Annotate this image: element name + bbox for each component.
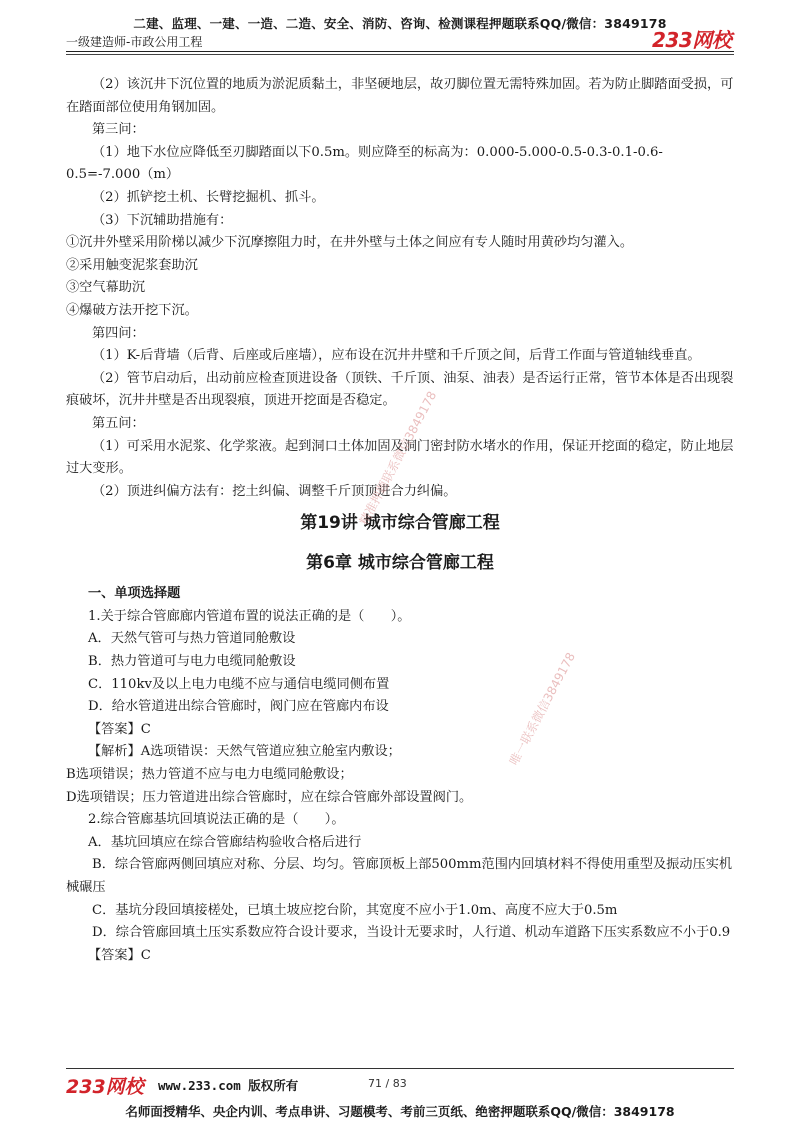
text-line: ③空气幕助沉: [66, 280, 146, 296]
text-line: 第四问：: [92, 325, 145, 341]
lecture-heading: 第19讲 城市综合管廊工程: [300, 513, 500, 534]
footer-logo: 233网校: [66, 1076, 144, 1098]
text-line: A．基坑回填应在综合管廊结构验收合格后进行: [88, 834, 362, 850]
text-line: 第三问：: [92, 122, 145, 138]
text-line: D选项错误；压力管道进出综合管廊时，应在综合管廊外部设置阀门。: [66, 789, 473, 805]
chapter-heading: 第6章 城市综合管廊工程: [306, 553, 494, 574]
text-line: （1）地下水位应降低至刃脚踏面以下0.5m。则应降至的标高为：0.000-5.000-0.5-0.3-0.1-0.6-0.5=-7.000（m）: [66, 144, 663, 183]
text-line: （2）抓铲挖土机、长臂挖掘机、抓斗。: [92, 189, 325, 205]
text-line: B．热力管道可与电力电缆同舱敷设: [88, 654, 296, 670]
text-line: 第五问：: [92, 415, 145, 431]
text-line: A．天然气管可与热力管道同舱敷设: [88, 631, 296, 647]
document-body: [66, 74, 734, 967]
text-line: B选项错误；热力管道不应与电力电缆同舱敷设；: [66, 767, 353, 783]
text-line: （2）顶进纠偏方法有：挖土纠偏、调整千斤顶顶进合力纠偏。: [92, 483, 457, 499]
text-line: 【答案】C: [88, 721, 151, 737]
text-line: 【解析】A选项错误：天然气管道应独立舱室内敷设；: [88, 744, 401, 760]
text-line: ②采用触变泥浆套助沉: [66, 257, 198, 273]
footer-copyright: www.233.com 版权所有: [158, 1078, 299, 1093]
header-contact-line: 二建、监理、一建、一造、二造、安全、消防、咨询、检测课程押题联系QQ/微信：3849178: [133, 16, 667, 31]
text-line: ④爆破方法开挖下沉。: [66, 302, 198, 318]
text-line: ①沉井外壁采用阶梯以减少下沉摩擦阻力时，在井外壁与土体之间应有专人随时用黄砂均匀灌入。: [66, 235, 634, 251]
text-line: B．综合管廊两侧回填应对称、分层、均匀。管廊顶板上部500mm范围内回填材料不得使用重型及振动压实机械碾压: [66, 857, 733, 895]
text-line: C．基坑分段回填接槎处，已填土坡应挖台阶，其宽度不应小于1.0m、高度不应大于0.5m: [92, 902, 618, 918]
text-line: （2）管节启动后，出动前应检查顶进设备（顶铁、千斤顶、油泵、油表）是否运行正常，管节本体是否出现裂痕破坏，沉井井壁是否出现裂痕，顶进开挖面是否稳定。: [66, 370, 734, 409]
text-line: （1）K-后背墙（后背、后座或后座墙），应布设在沉井井壁和千斤顶之间，后背工作面与管道轴线垂直。: [92, 348, 701, 364]
text-line: D．给水管道进出综合管廊时，阀门应在管廊内布设: [88, 699, 389, 715]
header-subtitle: 一级建造师-市政公用工程: [66, 35, 203, 49]
watermark-1: 精准押题联系微信3849178: [356, 388, 440, 528]
header-logo: 233网校: [652, 28, 732, 52]
header-divider-thin: [66, 54, 734, 55]
text-line: （3）下沉辅助措施有：: [92, 212, 233, 228]
text-line: 一、单项选择题: [88, 586, 181, 602]
footer-contact-line: 名师面授精华、央企内训、考点串讲、习题模考、考前三页纸、绝密押题联系QQ/微信：3849178: [125, 1104, 675, 1119]
text-line: （1）可采用水泥浆、化学浆液。起到洞口土体加固及洞门密封防水堵水的作用，保证开挖面的稳定，防止地层过大变形。: [66, 438, 734, 477]
text-line: （2）该沉井下沉位置的地质为淤泥质黏土，非坚硬地层，故刃脚位置无需特殊加固。若为防止脚踏面受损，可在踏面部位使用角钢加固。: [66, 77, 734, 115]
page-number: 71 / 83: [368, 1077, 407, 1090]
question-block: [66, 583, 734, 967]
text-line: C．110kv及以上电力电缆不应与通信电缆同侧布置: [88, 676, 390, 692]
text-line: D．综合管廊回填土压实系数应符合设计要求，当设计无要求时，人行道、机动车道路下压实系数应不小于0.9: [92, 925, 731, 941]
header-divider: [66, 51, 734, 52]
text-line: 2.综合管廊基坑回填说法正确的是（ ）。: [88, 812, 345, 828]
watermark-2: 唯一联系微信3849178: [506, 650, 579, 768]
text-line: 1.关于综合管廊廊内管道布置的说法正确的是（ ）。: [88, 608, 411, 624]
text-line: 【答案】C: [88, 947, 151, 963]
footer-divider: [66, 1068, 734, 1069]
